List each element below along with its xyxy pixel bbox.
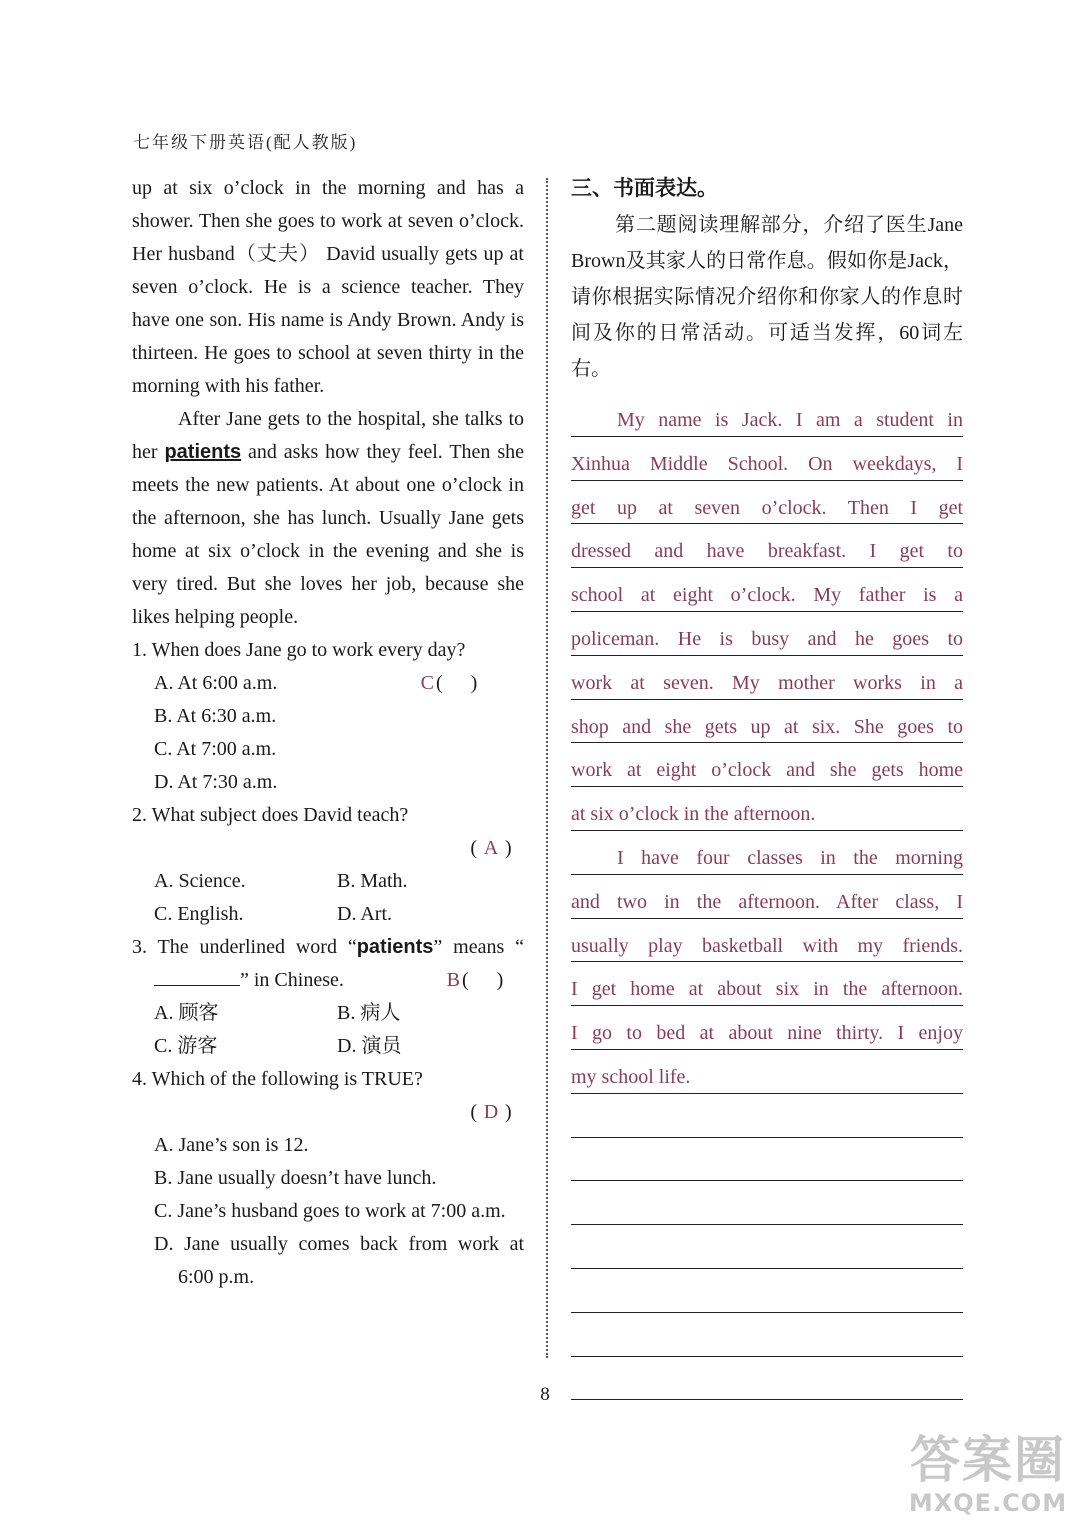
answer-value: A [483, 837, 499, 859]
essay-line: I have four classes in the morning [571, 831, 963, 875]
option: B. Math. [337, 870, 408, 892]
page-number: 8 [540, 1384, 550, 1405]
essay-line: shop and she gets up at six. She goes to [571, 700, 963, 744]
option: D. At 7:30 a.m. [154, 771, 278, 793]
essay-line [571, 1225, 963, 1269]
answer-box: ( D ) [458, 1096, 524, 1129]
answer-value: D [483, 1101, 499, 1123]
essay-line: and two in the afternoon. After class, I [571, 875, 963, 919]
question-3: 3. The underlined word “patients” means “” in Chinese. (B ) A. 顾客 B. 病人 C. 游客 D. 演员 [132, 931, 524, 1063]
essay-line [571, 1313, 963, 1357]
option: D. 演员 [337, 1035, 402, 1057]
option: D. Jane usually comes back from work at 6:00 p.m. [154, 1233, 524, 1288]
essay-line: My name is Jack. I am a student in [571, 393, 963, 437]
answer-box: (C ) [458, 667, 524, 700]
option: A. Science. [154, 870, 246, 892]
essay-line: my school life. [571, 1050, 963, 1094]
answer-lines [571, 393, 963, 1400]
essay-line [571, 1181, 963, 1225]
answer-value: C [420, 672, 435, 694]
essay-line [571, 1269, 963, 1313]
essay-line: work at seven. My mother works in a [571, 656, 963, 700]
passage-paragraph-1: up at six o’clock in the morning and has a shower. Then she goes to work at seven o’clock. Her husband（丈夫） David usually gets up at seven o’clock. He is a science teacher. They have one son. His name is Andy Brown. Andy is thirteen. He goes to school at seven thirty in the morning with his father. [132, 177, 524, 397]
essay-line: at six o’clock in the afternoon. [571, 787, 963, 831]
options [132, 1129, 524, 1294]
option: C. At 7:00 a.m. [154, 738, 277, 760]
page-header: 七年级下册英语(配人教版) [133, 133, 358, 152]
watermark-logo: 答案圈 MXQE.COM [908, 1431, 1068, 1517]
option: C. Jane’s husband goes to work at 7:00 a.m. [154, 1200, 506, 1222]
fill-blank [154, 965, 240, 986]
essay-line [571, 1094, 963, 1138]
answer-value: B [446, 969, 461, 991]
essay-line: Xinhua Middle School. On weekdays, I [571, 437, 963, 481]
essay-line: I get home at about six in the afternoon. [571, 962, 963, 1006]
essay-line: I go to bed at about nine thirty. I enjoy [571, 1006, 963, 1050]
answer-box: ( A ) [458, 832, 524, 865]
option: A. At 6:00 a.m. [154, 672, 278, 694]
question-1: 1. When does Jane go to work every day? (C ) A. At 6:00 a.m. B. At 6:30 a.m. C. At 7:00 a.m. D. At 7:30 a.m. [132, 634, 524, 799]
option: C. 游客 [154, 1035, 218, 1057]
passage-paragraph-2: After Jane gets to the hospital, she talks to her patients and asks how they feel. Then she meets the new patients. At about one o’clock in the afternoon, she has lunch. Usually Jane gets home at six o’clock in the evening and she is very tired. But she loves her job, because she likes helping people. [132, 408, 524, 628]
underlined-word: patients [164, 441, 242, 463]
essay-line [571, 1138, 963, 1182]
option: D. Art. [337, 903, 392, 925]
option: B. 病人 [337, 1002, 401, 1024]
answer-box: (B ) [484, 964, 524, 997]
options [132, 865, 524, 931]
essay-line: dressed and have breakfast. I get to [571, 524, 963, 568]
option: C. English. [154, 903, 244, 925]
option: B. Jane usually doesn’t have lunch. [154, 1167, 437, 1189]
essay-line: get up at seven o’clock. Then I get [571, 481, 963, 525]
options [132, 997, 524, 1063]
question-4: 4. Which of the following is TRUE? ( D ) A. Jane’s son is 12. B. Jane usually doesn’t have lunch. C. Jane’s husband goes to work at 7:00 a.m. D. Jane usually comes back from work at 6:00 p.m. [132, 1063, 524, 1294]
essay-line: school at eight o’clock. My father is a [571, 568, 963, 612]
essay-line: work at eight o’clock and she gets home [571, 743, 963, 787]
question-2: 2. What subject does David teach? ( A ) A. Science. B. Math. C. English. D. Art. [132, 799, 524, 931]
writing-prompt: 第二题阅读理解部分，介绍了医生Jane Brown及其家人的日常作息。假如你是Jack，请你根据实际情况介绍你和你家人的作息时间及你的日常活动。可适当发挥，60词左右。 [571, 214, 963, 380]
section-title: 三、书面表达。 [571, 176, 718, 200]
essay-line: usually play basketball with my friends. [571, 919, 963, 963]
options [132, 667, 458, 799]
option: A. 顾客 [154, 1002, 219, 1024]
reading-column [132, 172, 524, 1294]
option: B. At 6:30 a.m. [154, 705, 277, 727]
column-divider [546, 178, 548, 1358]
option: A. Jane’s son is 12. [154, 1134, 309, 1156]
essay-line: policeman. He is busy and he goes to [571, 612, 963, 656]
writing-column [571, 172, 963, 1400]
